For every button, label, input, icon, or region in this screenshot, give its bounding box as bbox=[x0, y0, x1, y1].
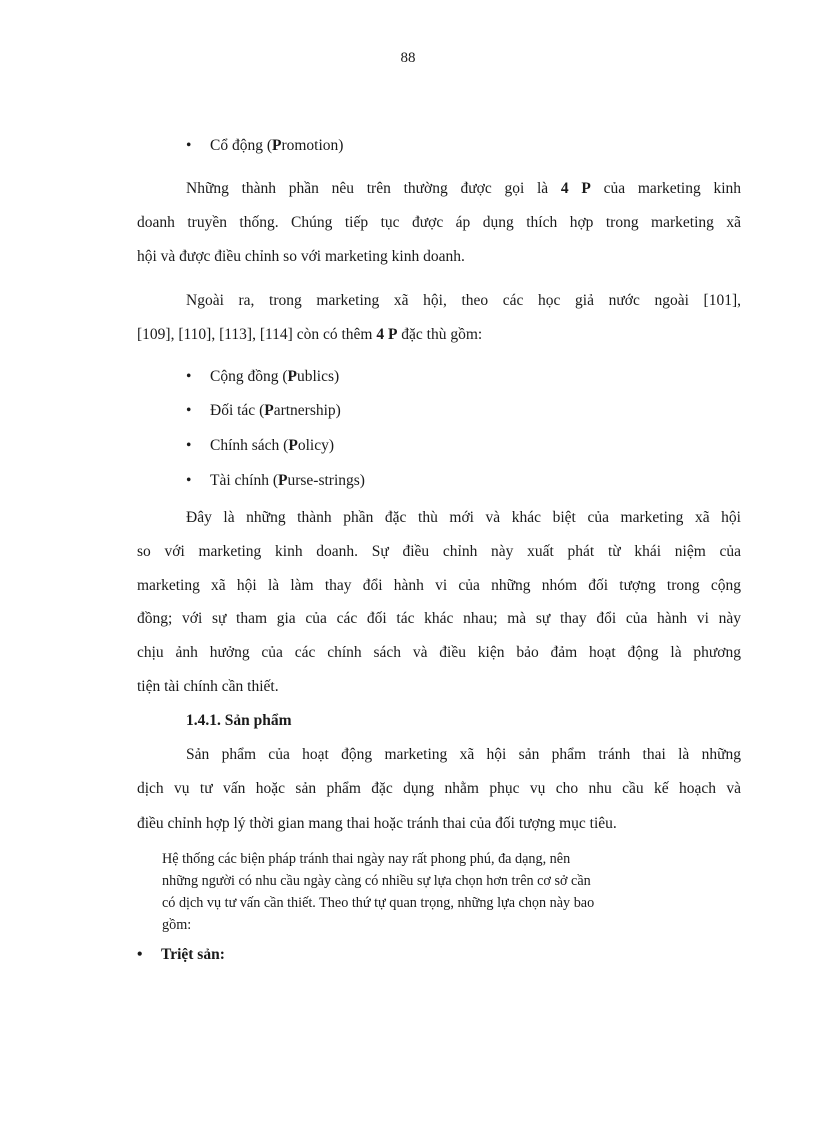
para4-line3: điều chỉnh hợp lý thời gian mang thai hoặc tránh thai của đối tượng mục tiêu. bbox=[137, 815, 617, 832]
para2-line1: Ngoài ra, trong marketing xã hội, theo các học giả nước ngoài [101], bbox=[186, 292, 741, 309]
page-number: 88 bbox=[400, 50, 416, 66]
bullet-dot-icon: • bbox=[186, 437, 192, 454]
bullet-publics: • Cộng đồng (Publics) bbox=[186, 368, 340, 385]
para4-line1: Sản phẩm của hoạt động marketing xã hội sản phẩm tránh thai là những bbox=[186, 746, 741, 763]
para3-line5: chịu ảnh hưởng của các chính sách và điều kiện bảo đảm hoạt động là phương bbox=[137, 644, 741, 661]
bullet-promotion: • Cổ động (Promotion) bbox=[186, 137, 344, 154]
para3-line6: tiện tài chính cần thiết. bbox=[137, 678, 279, 695]
para4-line2: dịch vụ tư vấn hoặc sản phẩm đặc dụng nhằm phục vụ cho nhu cầu kế hoạch và bbox=[137, 780, 741, 797]
para5-line3: có dịch vụ tư vấn cần thiết. Theo thứ tự quan trọng, những lựa chọn này bao bbox=[162, 895, 595, 911]
section-heading: 1.4.1. Sản phẩm bbox=[186, 712, 292, 729]
para5-line4: gồm: bbox=[162, 917, 192, 933]
para5-line1: Hệ thống các biện pháp tránh thai ngày nay rất phong phú, đa dạng, nên bbox=[162, 851, 571, 867]
para1-line3: hội và được điều chỉnh so với marketing kinh doanh. bbox=[137, 248, 465, 265]
para1-line1: Những thành phần nêu trên thường được gọi là 4 P của marketing kinh bbox=[186, 180, 742, 197]
bullet-purse-strings: • Tài chính (Purse-strings) bbox=[186, 472, 365, 489]
bullet-dot-icon: • bbox=[186, 368, 192, 385]
bullet-partnership: • Đối tác (Partnership) bbox=[186, 402, 341, 419]
bullet-triet-san: • Triệt sản: bbox=[137, 946, 225, 963]
bullet-policy: • Chính sách (Policy) bbox=[186, 437, 334, 454]
bullet-dot-icon: • bbox=[137, 946, 143, 963]
para3-line3: marketing xã hội là làm thay đổi hành vi của những nhóm đối tượng trong cộng bbox=[137, 577, 741, 594]
para3-line1: Đây là những thành phần đặc thù mới và khác biệt của marketing xã hội bbox=[186, 509, 741, 526]
para2-line2: [109], [110], [113], [114] còn có thêm 4 P đặc thù gồm: bbox=[137, 326, 483, 343]
bullet-dot-icon: • bbox=[186, 402, 192, 419]
para3-line2: so với marketing kinh doanh. Sự điều chỉnh này xuất phát từ khái niệm của bbox=[137, 543, 741, 560]
bullet-dot-icon: • bbox=[186, 137, 192, 154]
bullet-dot-icon: • bbox=[186, 472, 192, 489]
para5-line2: những người có nhu cầu ngày càng có nhiều sự lựa chọn hơn trên cơ sở cần bbox=[162, 873, 591, 889]
para1-line2: doanh truyền thống. Chúng tiếp tục được áp dụng thích hợp trong marketing xã bbox=[137, 214, 741, 231]
para3-line4: đồng; với sự tham gia của các đối tác khác nhau; mà sự thay đổi của hành vi này bbox=[137, 610, 741, 627]
